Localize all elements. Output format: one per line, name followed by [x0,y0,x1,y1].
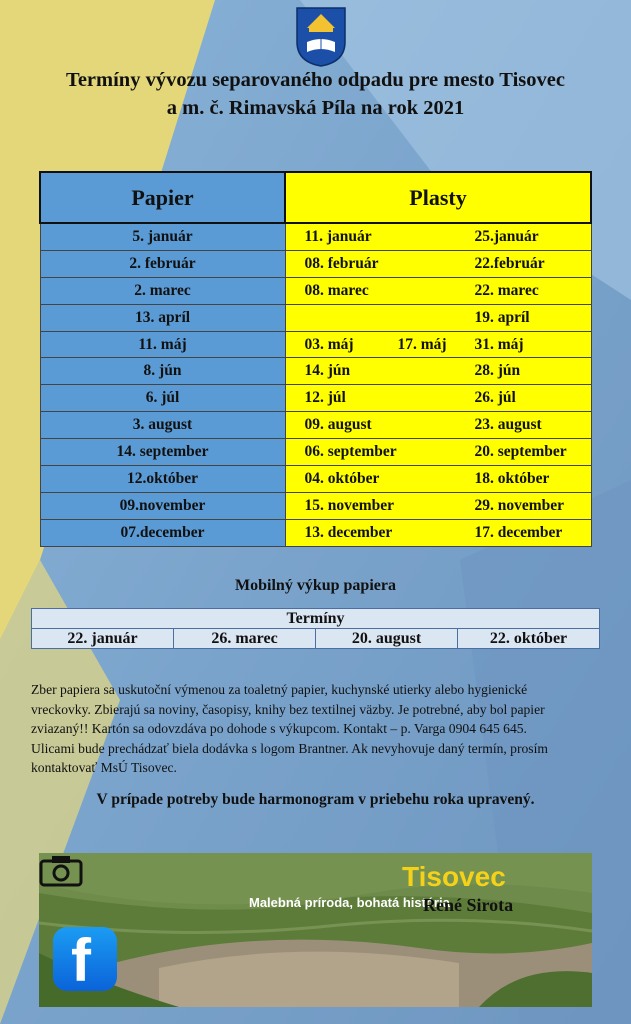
mobile-header: Termíny [32,609,600,629]
mobile-date-cell: 22. január [32,629,174,649]
plasty-date: 19. apríl [474,308,530,326]
plasty-date: 09. august [304,416,372,434]
notes-line: zviazaný!! Kartón sa odovzdáva po dohode s výkupcom. Kontakt – p. Varga 0904 645 645. [31,721,527,737]
paper-date-cell: 3. august [40,412,285,439]
schedule-row [40,223,591,250]
mobile-header-row [32,609,600,629]
plasty-date: 25.január [474,228,539,245]
plasty-date: 13. december [304,523,393,541]
plasty-date: 31. máj [474,335,524,353]
schedule-row [40,250,591,277]
schedule-row [40,385,591,412]
page-title-line1: Termíny vývozu separovaného odpadu pre mesto Tisovec [66,69,565,91]
mobile-dates-row [32,629,600,649]
plasty-date: 26. júl [474,389,516,407]
plasty-date: 11. január [304,228,372,245]
schedule-row [40,304,591,331]
plasty-date: 15. november [304,496,395,514]
paper-date-cell: 5. január [40,223,285,250]
plasty-date-cell [285,466,591,493]
schedule-body [40,223,591,546]
plasty-date-cell [285,223,591,250]
paper-date-cell: 2. február [40,250,285,277]
plasty-date: 22. marec [474,281,539,299]
plasty-date-cell [285,250,591,277]
mobile-buyout-table [31,608,600,649]
schedule-row [40,277,591,304]
paper-date-cell: 14. september [40,439,285,466]
schedule-row [40,358,591,385]
paper-date-cell: 09.november [40,492,285,519]
plasty-date-cell [285,277,591,304]
notes-line: Ulicami bude prechádzať biela dodávka s logom Brantner. Ak nevyhovuje daný termín, prosím [31,740,548,756]
paper-date-cell: 07.december [40,519,285,546]
schedule-row [40,439,591,466]
plasty-date: 06. september [304,443,397,461]
plasty-date: 17. december [474,523,563,541]
schedule-header-row [40,172,591,223]
plasty-date-cell [285,492,591,519]
paper-date-cell: 13. apríl [40,304,285,331]
plasty-date: 23. august [474,416,542,434]
tisovec-banner [39,853,592,1007]
facebook-icon[interactable]: f [53,927,117,991]
schedule-row [40,412,591,439]
page-title-line2: a m. č. Rimavská Píla na rok 2021 [166,97,465,119]
plasty-date: 08. marec [304,281,369,299]
banner-slogan: Malebná príroda, bohatá história [249,895,450,910]
plasty-date: 04. október [304,470,380,488]
paper-date-cell: 8. jún [40,358,285,385]
tisovec-crest [295,6,347,68]
paper-date-cell: 2. marec [40,277,285,304]
schedule-row [40,466,591,493]
paper-date-cell: 11. máj [40,331,285,358]
notes-line: Zber papiera sa uskutoční výmenou za toaletný papier, kuchynské utierky alebo hygienické [31,682,528,697]
mobile-buyout-title: Mobilný výkup papiera [235,577,396,594]
camera-icon [39,853,83,887]
schedule-row [40,331,591,358]
collection-schedule-table [39,171,592,547]
notes-line: kontaktovať MsÚ Tisovec. [31,760,177,776]
plasty-date-cell [285,358,591,385]
plasty-date: 28. jún [474,362,521,380]
notes-line: vreckovky. Zbierajú sa noviny, časopisy, knihy bez textilnej väzby. Je potrebné, aby bol papier [31,701,545,717]
collection-notes [31,680,601,778]
mobile-date-cell: 20. august [316,629,458,649]
paper-date-cell: 12.október [40,466,285,493]
mobile-date-cell: 26. marec [174,629,316,649]
plasty-date-cell [285,331,591,358]
paper-date-cell: 6. júl [40,385,285,412]
plasty-date-cell [285,439,591,466]
plasty-date: 03. máj [304,335,354,353]
town-landscape-image [39,853,592,1007]
schedule-update-notice: V prípade potreby bude harmonogram v priebehu roka upravený. [96,791,535,808]
plasty-date: 08. február [304,254,379,272]
plasty-date-cell [285,412,591,439]
photo-author: René Sirota [423,895,514,915]
mobile-date-cell: 22. október [458,629,600,649]
plasty-date-cell [285,385,591,412]
plasty-date: 29. november [474,496,565,514]
plasty-header: Plasty [285,172,591,223]
banner-brand: Tisovec [402,861,506,892]
plasty-date: 17. máj [397,335,447,353]
paper-header: Papier [40,172,285,223]
plasty-date: 18. október [474,470,550,488]
plasty-date: 20. september [474,443,567,461]
plasty-date-cell [285,519,591,546]
plasty-date: 12. júl [304,389,346,407]
plasty-date: 22.február [474,254,545,272]
schedule-row [40,492,591,519]
schedule-row [40,519,591,546]
plasty-date-cell [285,304,591,331]
plasty-date: 14. jún [304,362,351,380]
